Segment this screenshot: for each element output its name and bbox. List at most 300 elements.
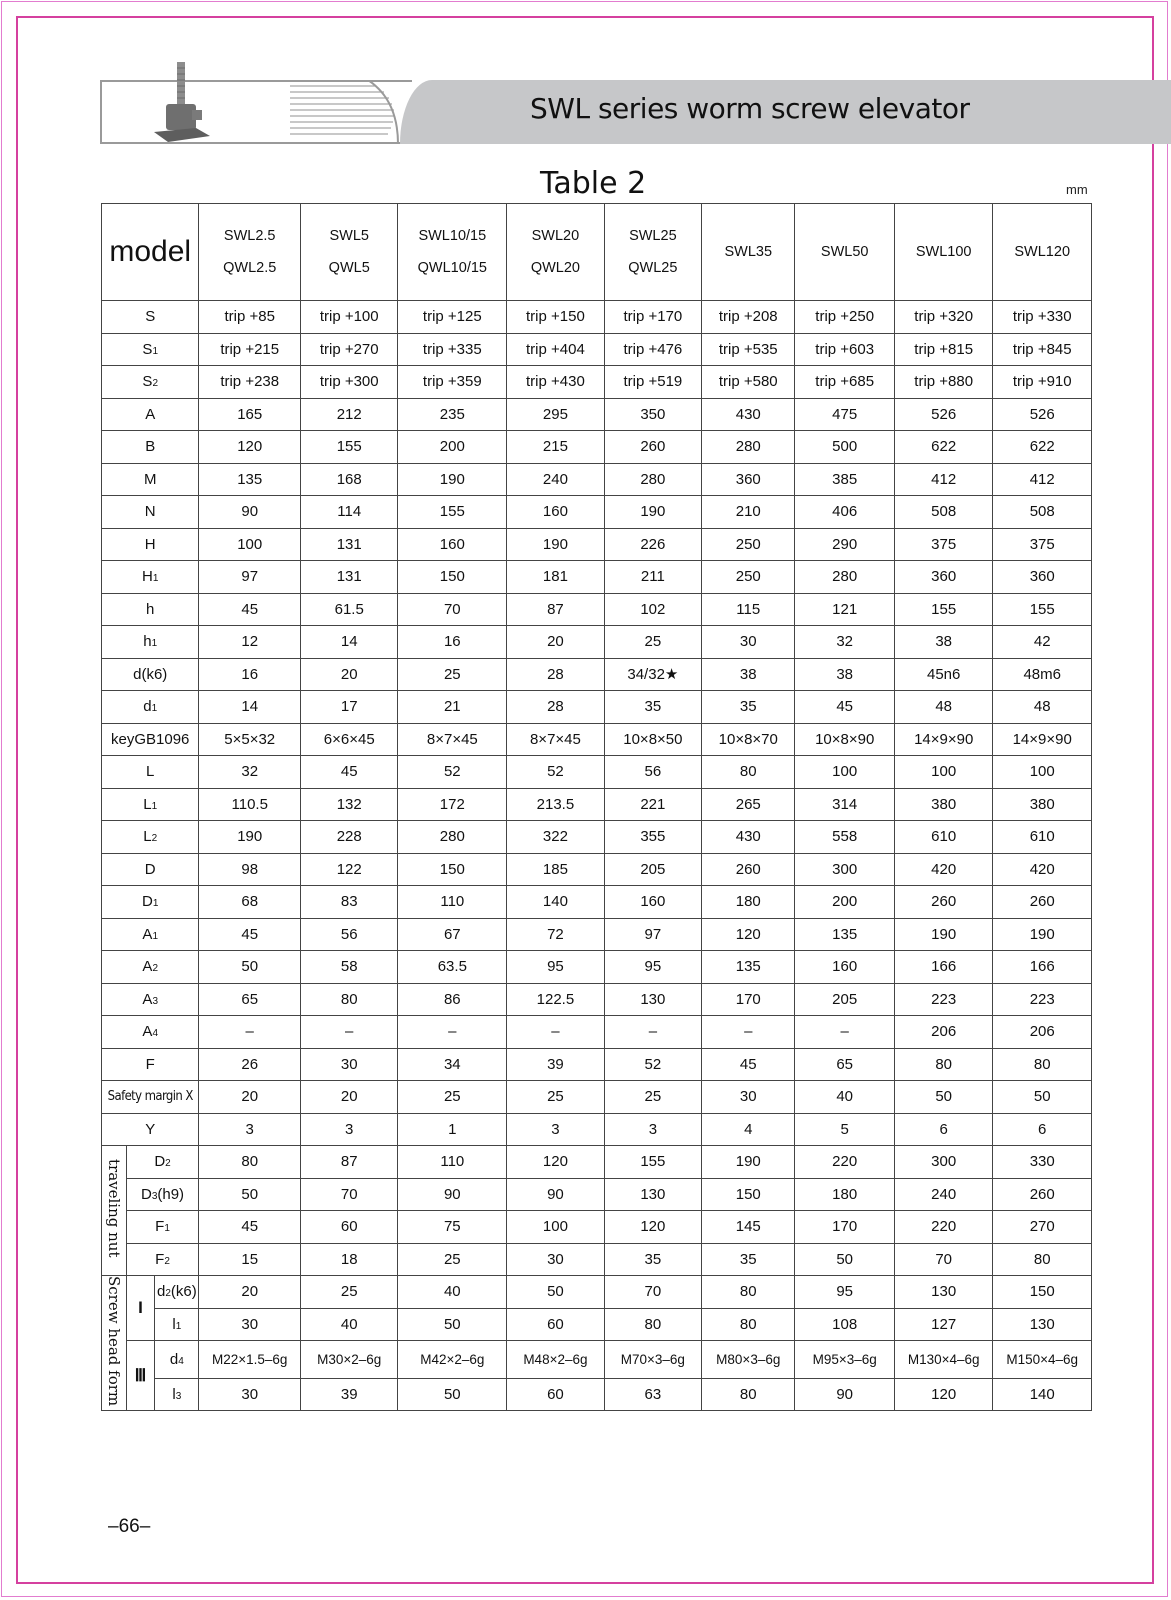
table-cell: 30 xyxy=(702,1081,795,1114)
table-cell: M95×3–6g xyxy=(795,1341,895,1379)
table-cell: 35 xyxy=(604,1243,701,1276)
table-cell: 80 xyxy=(199,1146,301,1179)
table-row xyxy=(102,1276,1092,1309)
table-cell: 75 xyxy=(398,1211,507,1244)
table-cell: 8×7×45 xyxy=(398,723,507,756)
table-cell: 610 xyxy=(894,821,992,854)
table-row xyxy=(102,951,1092,984)
table-cell: 375 xyxy=(993,528,1092,561)
model-column-header xyxy=(507,204,604,301)
table-cell: 223 xyxy=(894,983,992,1016)
table-cell: trip +100 xyxy=(301,301,398,334)
table-cell: 260 xyxy=(993,1178,1092,1211)
table-cell: trip +685 xyxy=(795,366,895,399)
row-label-text: Y xyxy=(145,1120,156,1138)
table-cell: 100 xyxy=(199,528,301,561)
row-label-subscript: 1 xyxy=(152,930,158,942)
table-row xyxy=(102,398,1092,431)
table-cell: 360 xyxy=(702,463,795,496)
table-cell: 40 xyxy=(301,1308,398,1341)
table-row xyxy=(102,1308,1092,1341)
row-label-text: L xyxy=(146,763,155,781)
table-cell: 70 xyxy=(604,1276,701,1309)
table-cell: 80 xyxy=(894,1048,992,1081)
row-label xyxy=(126,1243,199,1276)
table-cell: 526 xyxy=(894,398,992,431)
table-cell: 14 xyxy=(301,626,398,659)
row-label-text: H xyxy=(144,535,156,553)
table-cell: 3 xyxy=(507,1113,604,1146)
banner-stripes xyxy=(280,80,400,144)
model-column-header xyxy=(604,204,701,301)
table-cell: 87 xyxy=(301,1146,398,1179)
table-cell: 50 xyxy=(398,1378,507,1411)
table-cell: 135 xyxy=(702,951,795,984)
table-cell: 120 xyxy=(702,918,795,951)
table-cell: M70×3–6g xyxy=(604,1341,701,1379)
table-cell: trip +359 xyxy=(398,366,507,399)
table-cell: 45 xyxy=(199,1211,301,1244)
row-label xyxy=(102,593,199,626)
row-label-subscript: 3 xyxy=(151,1190,158,1202)
table-cell: 100 xyxy=(993,756,1092,789)
row-label-subscript: 2 xyxy=(152,378,158,390)
table-cell: 206 xyxy=(894,1016,992,1049)
table-cell: 95 xyxy=(604,951,701,984)
table-cell: trip +150 xyxy=(507,301,604,334)
table-cell: trip +404 xyxy=(507,333,604,366)
table-cell: 190 xyxy=(199,821,301,854)
row-label-text: A xyxy=(142,990,153,1008)
model-name-swl: SWL120 xyxy=(1014,244,1071,260)
table-cell: trip +270 xyxy=(301,333,398,366)
table-cell: M48×2–6g xyxy=(507,1341,604,1379)
table-cell: 140 xyxy=(993,1378,1092,1411)
model-name-qwl: QWL2.5 xyxy=(223,260,277,276)
table-cell: 58 xyxy=(301,951,398,984)
table-cell: 155 xyxy=(993,593,1092,626)
table-cell: 80 xyxy=(702,1308,795,1341)
row-label-subscript: 2 xyxy=(165,1288,171,1300)
table-cell: 20 xyxy=(199,1081,301,1114)
model-column-header xyxy=(301,204,398,301)
row-label-text: d(k6) xyxy=(133,665,168,683)
form-type-label: I xyxy=(126,1276,155,1341)
row-label xyxy=(126,1211,199,1244)
table-cell: 170 xyxy=(702,983,795,1016)
table-cell: 150 xyxy=(702,1178,795,1211)
table-cell: 200 xyxy=(795,886,895,919)
table-row xyxy=(102,886,1092,919)
table-cell: 68 xyxy=(199,886,301,919)
model-column-header xyxy=(199,204,301,301)
model-name-swl: SWL25 xyxy=(629,228,677,244)
table-cell: 30 xyxy=(507,1243,604,1276)
table-cell: 210 xyxy=(702,496,795,529)
table-cell: 130 xyxy=(894,1276,992,1309)
table-cell: 63.5 xyxy=(398,951,507,984)
header-banner xyxy=(100,80,1092,144)
table-cell: 205 xyxy=(795,983,895,1016)
model-column-header xyxy=(702,204,795,301)
table-cell: 135 xyxy=(199,463,301,496)
table-cell: 97 xyxy=(604,918,701,951)
table-cell: 80 xyxy=(301,983,398,1016)
model-name-qwl: QWL10/15 xyxy=(417,260,487,276)
row-label xyxy=(102,333,199,366)
table-cell: – xyxy=(702,1016,795,1049)
table-cell: 180 xyxy=(795,1178,895,1211)
table-cell: 50 xyxy=(199,1178,301,1211)
table-cell: 97 xyxy=(199,561,301,594)
table-cell: 48m6 xyxy=(993,658,1092,691)
table-cell: 15 xyxy=(199,1243,301,1276)
table-cell: 20 xyxy=(199,1276,301,1309)
table-row xyxy=(102,723,1092,756)
table-cell: 45 xyxy=(795,691,895,724)
table-row xyxy=(102,366,1092,399)
table-cell: 155 xyxy=(301,431,398,464)
table-cell: 61.5 xyxy=(301,593,398,626)
table-cell: 300 xyxy=(894,1146,992,1179)
table-cell: 330 xyxy=(993,1146,1092,1179)
table-cell: 110 xyxy=(398,886,507,919)
row-label-subscript: 4 xyxy=(152,1028,158,1040)
table-cell: 135 xyxy=(795,918,895,951)
table-cell: 32 xyxy=(199,756,301,789)
table-cell: 132 xyxy=(301,788,398,821)
table-cell: 80 xyxy=(993,1048,1092,1081)
table-cell: 6 xyxy=(993,1113,1092,1146)
table-row xyxy=(102,626,1092,659)
table-cell: 314 xyxy=(795,788,895,821)
table-cell: 215 xyxy=(507,431,604,464)
table-cell: 95 xyxy=(795,1276,895,1309)
row-label xyxy=(102,853,199,886)
row-label xyxy=(102,431,199,464)
table-cell: 1 xyxy=(398,1113,507,1146)
row-label-text: L xyxy=(143,795,152,813)
row-label xyxy=(102,301,199,334)
table-cell: 20 xyxy=(301,1081,398,1114)
table-cell: trip +335 xyxy=(398,333,507,366)
table-row xyxy=(102,756,1092,789)
table-cell: trip +238 xyxy=(199,366,301,399)
row-label xyxy=(126,1146,199,1179)
table-cell: 25 xyxy=(398,1081,507,1114)
table-cell: 280 xyxy=(795,561,895,594)
row-label xyxy=(102,1048,199,1081)
table-cell: 280 xyxy=(398,821,507,854)
row-label-text: d xyxy=(169,1350,179,1368)
table-row xyxy=(102,431,1092,464)
table-cell: 45n6 xyxy=(894,658,992,691)
table-row xyxy=(102,1048,1092,1081)
table-cell: 45 xyxy=(301,756,398,789)
traveling-nut-group-label xyxy=(102,1146,127,1276)
table-cell: trip +519 xyxy=(604,366,701,399)
table-cell: 20 xyxy=(301,658,398,691)
table-row xyxy=(102,1113,1092,1146)
row-label xyxy=(102,561,199,594)
table-cell: 360 xyxy=(993,561,1092,594)
table-cell: 50 xyxy=(199,951,301,984)
table-cell: 32 xyxy=(795,626,895,659)
table-row xyxy=(102,983,1092,1016)
table-cell: 130 xyxy=(604,1178,701,1211)
table-cell: 50 xyxy=(398,1308,507,1341)
model-name-swl: SWL10/15 xyxy=(418,228,487,244)
table-cell: M30×2–6g xyxy=(301,1341,398,1379)
row-label xyxy=(102,1016,199,1049)
table-cell: 295 xyxy=(507,398,604,431)
table-cell: 150 xyxy=(398,853,507,886)
table-cell: 3 xyxy=(604,1113,701,1146)
table-cell: 206 xyxy=(993,1016,1092,1049)
row-label-text: L xyxy=(143,828,152,846)
table-cell: 52 xyxy=(507,756,604,789)
row-label-subscript: 1 xyxy=(151,800,158,812)
table-cell: 63 xyxy=(604,1378,701,1411)
table-cell: 350 xyxy=(604,398,701,431)
table-cell: 200 xyxy=(398,431,507,464)
table-cell: 420 xyxy=(993,853,1092,886)
row-label xyxy=(155,1378,199,1411)
table-cell: 280 xyxy=(604,463,701,496)
table-cell: 21 xyxy=(398,691,507,724)
table-cell: 83 xyxy=(301,886,398,919)
table-cell: 160 xyxy=(604,886,701,919)
table-cell: 223 xyxy=(993,983,1092,1016)
table-cell: 42 xyxy=(993,626,1092,659)
table-cell: 260 xyxy=(604,431,701,464)
table-cell: 131 xyxy=(301,561,398,594)
row-label-text: A xyxy=(142,1023,153,1041)
table-cell: trip +300 xyxy=(301,366,398,399)
model-column-header xyxy=(894,204,992,301)
table-cell: 80 xyxy=(702,756,795,789)
table-cell: trip +208 xyxy=(702,301,795,334)
table-header-row xyxy=(102,204,1092,301)
table-cell: 120 xyxy=(894,1378,992,1411)
table-cell: 250 xyxy=(702,561,795,594)
table-cell: 622 xyxy=(993,431,1092,464)
table-cell: 430 xyxy=(702,398,795,431)
table-cell: trip +85 xyxy=(199,301,301,334)
table-cell: 120 xyxy=(507,1146,604,1179)
table-cell: M130×4–6g xyxy=(894,1341,992,1379)
table-cell: 170 xyxy=(795,1211,895,1244)
table-cell: 3 xyxy=(199,1113,301,1146)
table-cell: trip +250 xyxy=(795,301,895,334)
table-row xyxy=(102,1211,1092,1244)
table-row xyxy=(102,853,1092,886)
table-cell: 38 xyxy=(795,658,895,691)
row-label xyxy=(102,756,199,789)
table-cell: 25 xyxy=(301,1276,398,1309)
table-cell: 211 xyxy=(604,561,701,594)
screw-jack-icon xyxy=(152,62,212,146)
table-cell: 38 xyxy=(702,658,795,691)
table-cell: 6 xyxy=(894,1113,992,1146)
row-label-text: D xyxy=(140,1185,152,1203)
table-cell: 260 xyxy=(993,886,1092,919)
table-cell: 45 xyxy=(199,593,301,626)
table-cell: 90 xyxy=(795,1378,895,1411)
row-label xyxy=(155,1341,199,1379)
table-cell: 150 xyxy=(993,1276,1092,1309)
table-cell: 270 xyxy=(993,1211,1092,1244)
table-cell: 10×8×70 xyxy=(702,723,795,756)
row-label-text: d xyxy=(157,1283,166,1301)
row-label-text: S xyxy=(142,340,153,358)
table-cell: 355 xyxy=(604,821,701,854)
model-name-swl: SWL35 xyxy=(724,244,773,260)
row-label xyxy=(102,1081,199,1114)
table-cell: 240 xyxy=(507,463,604,496)
table-cell: – xyxy=(604,1016,701,1049)
table-cell: 221 xyxy=(604,788,701,821)
table-cell: 100 xyxy=(507,1211,604,1244)
table-cell: 4 xyxy=(702,1113,795,1146)
table-row xyxy=(102,1341,1092,1379)
table-cell: trip +330 xyxy=(993,301,1092,334)
table-cell: 260 xyxy=(894,886,992,919)
table-cell: 100 xyxy=(795,756,895,789)
table-row xyxy=(102,333,1092,366)
row-label-text: D xyxy=(142,893,153,911)
model-name-swl: SWL50 xyxy=(820,244,869,260)
table-cell: 110.5 xyxy=(199,788,301,821)
table-row xyxy=(102,528,1092,561)
table-cell: 114 xyxy=(301,496,398,529)
table-cell: – xyxy=(795,1016,895,1049)
table-cell: 130 xyxy=(604,983,701,1016)
table-cell: 160 xyxy=(795,951,895,984)
row-label-text: D xyxy=(144,860,156,878)
table-cell: 34/32★ xyxy=(604,658,701,691)
table-cell: 80 xyxy=(993,1243,1092,1276)
table-cell: 375 xyxy=(894,528,992,561)
table-cell: 235 xyxy=(398,398,507,431)
table-cell: 48 xyxy=(894,691,992,724)
row-label xyxy=(102,821,199,854)
table-cell: trip +845 xyxy=(993,333,1092,366)
row-label-text: M xyxy=(143,470,157,488)
table-row xyxy=(102,463,1092,496)
table-cell: 72 xyxy=(507,918,604,951)
table-cell: 130 xyxy=(993,1308,1092,1341)
table-cell: trip +880 xyxy=(894,366,992,399)
row-label xyxy=(102,658,199,691)
table-cell: – xyxy=(199,1016,301,1049)
table-cell: 160 xyxy=(507,496,604,529)
table-cell: 102 xyxy=(604,593,701,626)
row-label-text: B xyxy=(145,438,156,456)
table-row xyxy=(102,788,1092,821)
form-type-label: Ⅲ xyxy=(126,1341,155,1411)
table-cell: 120 xyxy=(199,431,301,464)
row-label xyxy=(102,626,199,659)
table-cell: 108 xyxy=(795,1308,895,1341)
table-cell: 166 xyxy=(993,951,1092,984)
table-cell: trip +815 xyxy=(894,333,992,366)
table-cell: 150 xyxy=(398,561,507,594)
table-cell: 10×8×50 xyxy=(604,723,701,756)
table-cell: 25 xyxy=(507,1081,604,1114)
table-cell: 70 xyxy=(301,1178,398,1211)
table-title: Table 2 xyxy=(540,166,647,201)
table-cell: 190 xyxy=(507,528,604,561)
table-cell: 50 xyxy=(894,1081,992,1114)
table-cell: 475 xyxy=(795,398,895,431)
table-row xyxy=(102,496,1092,529)
table-cell: 14×9×90 xyxy=(993,723,1092,756)
row-label-text: F xyxy=(145,1055,155,1073)
row-label xyxy=(102,983,199,1016)
table-cell: 20 xyxy=(507,626,604,659)
table-cell: 100 xyxy=(894,756,992,789)
table-cell: 5×5×32 xyxy=(199,723,301,756)
table-cell: 500 xyxy=(795,431,895,464)
table-cell: trip +910 xyxy=(993,366,1092,399)
table-cell: 52 xyxy=(604,1048,701,1081)
table-cell: 95 xyxy=(507,951,604,984)
table-cell: M22×1.5–6g xyxy=(199,1341,301,1379)
table-cell: trip +603 xyxy=(795,333,895,366)
table-row xyxy=(102,1081,1092,1114)
table-cell: 28 xyxy=(507,658,604,691)
table-cell: 190 xyxy=(702,1146,795,1179)
row-label xyxy=(126,1178,199,1211)
table-cell: 35 xyxy=(702,691,795,724)
unit-label: mm xyxy=(1066,182,1088,197)
table-cell: 50 xyxy=(795,1243,895,1276)
table-cell: 212 xyxy=(301,398,398,431)
row-label-suffix: (h9) xyxy=(157,1185,185,1203)
table-cell: 39 xyxy=(507,1048,604,1081)
model-name-qwl: QWL25 xyxy=(628,260,678,276)
table-cell: 40 xyxy=(398,1276,507,1309)
row-label-subscript: 1 xyxy=(151,703,158,715)
table-cell: 155 xyxy=(604,1146,701,1179)
table-cell: 190 xyxy=(894,918,992,951)
table-cell: 155 xyxy=(894,593,992,626)
row-label-text: A xyxy=(142,958,153,976)
table-cell: 80 xyxy=(702,1378,795,1411)
row-label-text: D xyxy=(154,1153,166,1171)
row-label-subscript: 1 xyxy=(164,1223,170,1235)
table-cell: 160 xyxy=(398,528,507,561)
table-cell: 240 xyxy=(894,1178,992,1211)
table-cell: 80 xyxy=(604,1308,701,1341)
table-cell: 14 xyxy=(199,691,301,724)
table-cell: 26 xyxy=(199,1048,301,1081)
table-row xyxy=(102,821,1092,854)
row-label-text: A xyxy=(142,925,153,943)
table-cell: 265 xyxy=(702,788,795,821)
table-cell: 121 xyxy=(795,593,895,626)
table-cell: 220 xyxy=(795,1146,895,1179)
table-cell: 60 xyxy=(507,1308,604,1341)
table-cell: 70 xyxy=(398,593,507,626)
table-cell: 526 xyxy=(993,398,1092,431)
table-cell: 40 xyxy=(795,1081,895,1114)
row-label-text: H xyxy=(142,568,153,586)
table-cell: trip +215 xyxy=(199,333,301,366)
table-cell: 56 xyxy=(604,756,701,789)
row-label xyxy=(102,691,199,724)
